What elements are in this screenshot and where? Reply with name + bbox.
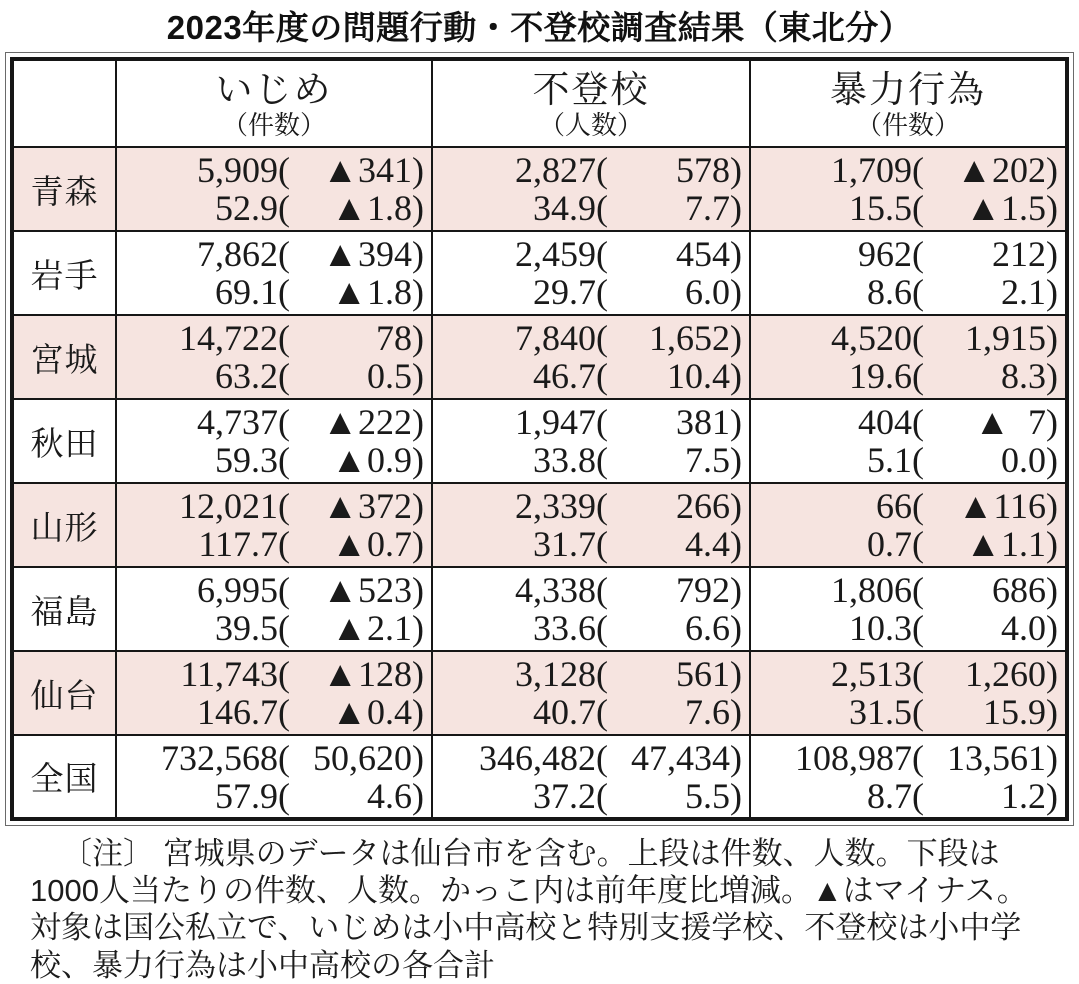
data-cell (432, 735, 750, 819)
count-line (755, 655, 1058, 693)
count-value: 346,482( (479, 737, 608, 778)
rate-value: 146.7( (197, 692, 290, 732)
header-column-ijime (116, 59, 432, 147)
rate-value: 57.9( (215, 775, 290, 816)
rate-value: 8.6( (867, 272, 924, 312)
rate-change: ▲0.9) (331, 440, 424, 480)
data-cell (432, 651, 750, 735)
count-line (437, 403, 742, 441)
count-line (121, 235, 424, 273)
count-line (121, 319, 424, 357)
count-line (437, 151, 742, 189)
data-cell (432, 231, 750, 315)
rate-change: ▲1.5) (965, 188, 1058, 228)
rate-change: 15.9) (983, 692, 1058, 732)
rate-value: 40.7( (533, 692, 608, 732)
count-line (437, 235, 742, 273)
table-row (12, 147, 1067, 231)
region-label: 仙台 (12, 651, 116, 735)
count-change: 578) (676, 150, 742, 190)
rate-value: 29.7( (533, 272, 608, 312)
data-cell (116, 147, 432, 231)
count-change: ▲523) (322, 570, 424, 610)
count-line (437, 319, 742, 357)
count-value: 11,743( (180, 654, 290, 694)
rate-change: 6.0) (685, 272, 742, 312)
count-value: 108,987( (795, 737, 924, 778)
table-row (12, 231, 1067, 315)
count-line (121, 655, 424, 693)
count-value: 12,021( (179, 486, 290, 526)
count-value: 962( (858, 234, 924, 274)
data-cell (116, 483, 432, 567)
count-change: 381) (676, 402, 742, 442)
rate-change: ▲2.1) (331, 608, 424, 648)
rate-value: 33.6( (533, 608, 608, 648)
count-value: 7,862( (197, 234, 290, 274)
rate-change: 0.5) (367, 356, 424, 396)
data-cell (116, 567, 432, 651)
rate-value: 33.8( (533, 440, 608, 480)
table-row (12, 315, 1067, 399)
count-change: 792) (676, 570, 742, 610)
count-change: ▲202) (956, 150, 1058, 190)
rate-change: 4.4) (685, 524, 742, 564)
data-cell (116, 735, 432, 819)
rate-line (755, 189, 1058, 227)
count-line (121, 403, 424, 441)
stats-table (10, 57, 1069, 821)
count-change: 212) (992, 234, 1058, 274)
rate-change: ▲0.4) (331, 692, 424, 732)
rate-change: 5.5) (685, 775, 742, 816)
rate-change: 0.0) (1001, 440, 1058, 480)
data-cell (116, 651, 432, 735)
region-label: 秋田 (12, 399, 116, 483)
count-line (437, 655, 742, 693)
rate-line (121, 525, 424, 563)
count-line (121, 571, 424, 609)
count-value: 6,995( (197, 570, 290, 610)
rate-value: 19.6( (849, 356, 924, 396)
region-label: 全国 (12, 735, 116, 819)
data-cell (432, 483, 750, 567)
rate-value: 34.9( (533, 188, 608, 228)
count-line (755, 151, 1058, 189)
rate-line (437, 525, 742, 563)
count-line (437, 487, 742, 525)
rate-line (755, 777, 1058, 815)
header-empty-cell (12, 59, 116, 147)
count-line (755, 403, 1058, 441)
data-cell (750, 399, 1067, 483)
count-value: 1,709( (831, 150, 924, 190)
rate-line (755, 441, 1058, 479)
rate-value: 37.2( (533, 775, 608, 816)
count-value: 2,827( (515, 150, 608, 190)
rate-change: ▲1.8) (331, 272, 424, 312)
count-change: 1,652) (649, 318, 742, 358)
rate-line (437, 441, 742, 479)
rate-value: 69.1( (215, 272, 290, 312)
header-row (12, 59, 1067, 147)
rate-line (121, 273, 424, 311)
rate-change: 4.0) (1001, 608, 1058, 648)
count-value: 7,840( (515, 318, 608, 358)
count-line (755, 487, 1058, 525)
table-outer-frame (10, 57, 1069, 821)
rate-value: 63.2( (215, 356, 290, 396)
table-row (12, 483, 1067, 567)
rate-value: 117.7( (198, 524, 290, 564)
rate-line (437, 609, 742, 647)
count-change: 454) (676, 234, 742, 274)
rate-line (437, 273, 742, 311)
rate-value: 0.7( (867, 524, 924, 564)
count-change: ▲222) (322, 402, 424, 442)
header-column-boryoku (750, 59, 1067, 147)
data-cell (116, 231, 432, 315)
rate-change: 10.4) (667, 356, 742, 396)
count-value: 3,128( (515, 654, 608, 694)
rate-change: 8.3) (1001, 356, 1058, 396)
rate-value: 31.7( (533, 524, 608, 564)
rate-value: 10.3( (849, 608, 924, 648)
rate-line (755, 693, 1058, 731)
count-line (755, 319, 1058, 357)
count-line (755, 739, 1058, 777)
count-change: ▲116) (957, 486, 1058, 526)
rate-line (437, 693, 742, 731)
count-change: 1,915) (965, 318, 1058, 358)
rate-line (121, 693, 424, 731)
rate-line (755, 609, 1058, 647)
rate-change: 6.6) (685, 608, 742, 648)
count-line (437, 739, 742, 777)
rate-change: ▲1.8) (331, 188, 424, 228)
count-line (121, 487, 424, 525)
data-cell (432, 147, 750, 231)
rate-change: ▲0.7) (331, 524, 424, 564)
column-unit: （件数） (855, 109, 960, 140)
count-value: 4,520( (831, 318, 924, 358)
count-change: ▲128) (322, 654, 424, 694)
data-cell (116, 399, 432, 483)
region-label: 宮城 (12, 315, 116, 399)
count-value: 2,339( (515, 486, 608, 526)
count-value: 2,459( (515, 234, 608, 274)
count-line (121, 739, 424, 777)
footnote: 〔注〕 宮城県のデータは仙台市を含む。上段は件数、人数。下段は1000人当たりの件数、人数。かっこ内は前年度比増減。▲はマイナス。対象は国公私立で、いじめは小中高校と特別支援学校、不登校は小中学校、暴力行為は小中高校の各合計 (30, 836, 1028, 983)
count-change: 50,620) (313, 737, 424, 778)
rate-line (121, 189, 424, 227)
count-value: 4,737( (197, 402, 290, 442)
data-cell (750, 567, 1067, 651)
data-cell (116, 315, 432, 399)
rate-line (121, 441, 424, 479)
rate-change: 7.6) (685, 692, 742, 732)
rate-value: 5.1( (867, 440, 924, 480)
column-title: 不登校 (532, 68, 650, 110)
data-cell (750, 651, 1067, 735)
count-value: 4,338( (515, 570, 608, 610)
rate-value: 46.7( (533, 356, 608, 396)
rate-line (437, 357, 742, 395)
table-row (12, 567, 1067, 651)
rate-line (121, 609, 424, 647)
page-title: 2023年度の問題行動・不登校調査結果（東北分） (166, 9, 913, 46)
table-row (12, 651, 1067, 735)
count-value: 1,806( (831, 570, 924, 610)
count-change: ▲394) (322, 234, 424, 274)
column-title: いじめ (215, 68, 333, 110)
rate-line (437, 189, 742, 227)
count-value: 5,909( (197, 150, 290, 190)
count-change: ▲ 7) (974, 402, 1058, 442)
rate-change: 1.2) (1001, 775, 1058, 816)
count-change: ▲341) (322, 150, 424, 190)
count-change: 1,260) (965, 654, 1058, 694)
data-cell (750, 147, 1067, 231)
rate-value: 59.3( (215, 440, 290, 480)
rate-line (755, 273, 1058, 311)
count-change: 13,561) (947, 737, 1058, 778)
count-change: 78) (376, 318, 424, 358)
rate-change: ▲1.1) (965, 524, 1058, 564)
count-value: 66( (876, 486, 924, 526)
count-line (755, 571, 1058, 609)
table-row (12, 735, 1067, 819)
rate-value: 39.5( (215, 608, 290, 648)
count-change: ▲372) (322, 486, 424, 526)
data-cell (432, 567, 750, 651)
count-line (755, 235, 1058, 273)
rate-line (755, 357, 1058, 395)
data-cell (432, 315, 750, 399)
header-column-futoko (432, 59, 750, 147)
region-label: 青森 (12, 147, 116, 231)
column-unit: （人数） (538, 109, 643, 140)
rate-change: 4.6) (367, 775, 424, 816)
data-cell (750, 735, 1067, 819)
column-unit: （件数） (221, 109, 326, 140)
rate-line (121, 357, 424, 395)
data-cell (750, 483, 1067, 567)
count-value: 404( (858, 402, 924, 442)
count-change: 561) (676, 654, 742, 694)
rate-value: 52.9( (215, 188, 290, 228)
region-label: 山形 (12, 483, 116, 567)
count-value: 2,513( (831, 654, 924, 694)
region-label: 福島 (12, 567, 116, 651)
rate-change: 2.1) (1001, 272, 1058, 312)
table-row (12, 399, 1067, 483)
count-change: 686) (992, 570, 1058, 610)
count-line (121, 151, 424, 189)
rate-value: 8.7( (867, 775, 924, 816)
data-cell (750, 231, 1067, 315)
count-value: 14,722( (179, 318, 290, 358)
rate-line (121, 777, 424, 815)
rate-line (755, 525, 1058, 563)
count-value: 732,568( (161, 737, 290, 778)
table-body (12, 147, 1067, 819)
page (0, 2, 1079, 984)
rate-line (437, 777, 742, 815)
data-cell (432, 399, 750, 483)
rate-change: 7.5) (685, 440, 742, 480)
count-change: 47,434) (631, 737, 742, 778)
rate-value: 15.5( (849, 188, 924, 228)
count-value: 1,947( (515, 402, 608, 442)
count-line (437, 571, 742, 609)
rate-value: 31.5( (849, 692, 924, 732)
data-cell (750, 315, 1067, 399)
rate-change: 7.7) (685, 188, 742, 228)
column-title: 暴力行為 (830, 68, 986, 110)
count-change: 266) (676, 486, 742, 526)
region-label: 岩手 (12, 231, 116, 315)
